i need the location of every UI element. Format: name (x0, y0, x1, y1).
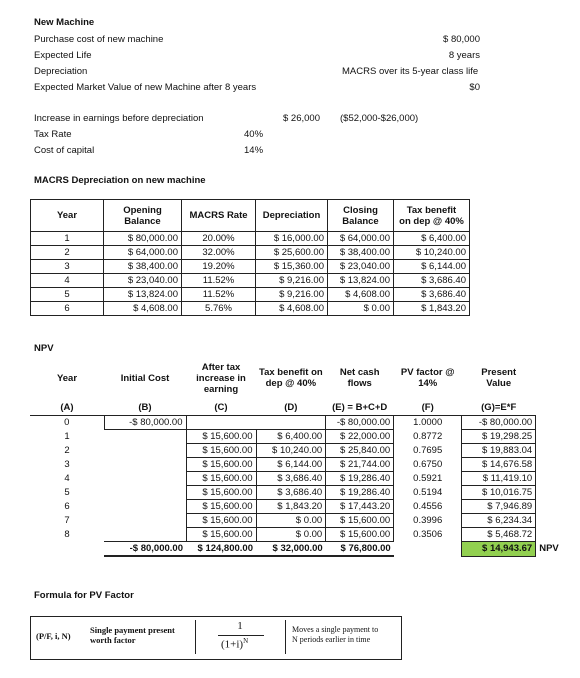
table-row (30, 485, 566, 499)
npv-header-row (30, 355, 566, 401)
npv-total-value: $ 14,943.67 (462, 541, 536, 556)
npv-cell: -$ 80,000.00 (462, 415, 536, 429)
table-row (31, 246, 470, 260)
npv-cell (104, 513, 186, 527)
macrs-cell: $ 4,608.00 (104, 302, 182, 316)
formula-denominator: $(1+i)^N$ (221, 637, 249, 651)
npv-col-initial: Initial Cost (120, 372, 170, 384)
npv-cell: 7 (64, 514, 70, 526)
macrs-cell: $ 64,000.00 (328, 232, 394, 246)
macrs-col-opening: Opening Balance (104, 200, 182, 232)
npv-cell: $ 7,946.89 (462, 499, 536, 513)
table-row (30, 527, 566, 541)
macrs-cell: $ 15,360.00 (256, 260, 328, 274)
npv-cell: 6 (64, 500, 70, 512)
npv-cell: $ 6,400.00 (256, 429, 326, 443)
npv-cell (104, 443, 186, 457)
npv-cell: $ 15,600.00 (186, 513, 256, 527)
formula-divider (285, 620, 286, 654)
total-net-cash: $ 76,800.00 (326, 541, 394, 556)
formula-title: Formula for PV Factor (34, 590, 134, 601)
npv-cell: $ 19,883.04 (462, 443, 536, 457)
earnings-increase-value: $ 26,000 (283, 113, 320, 124)
npv-cell: $ 22,000.00 (326, 429, 394, 443)
macrs-cell: $ 38,400.00 (328, 246, 394, 260)
npv-cell: 0.3996 (413, 514, 443, 526)
npv-cell: $ 5,468.72 (462, 527, 536, 541)
npv-cell (186, 415, 256, 429)
macrs-table (30, 199, 470, 316)
npv-cell: $ 1,843.20 (256, 499, 326, 513)
npv-table (30, 355, 566, 557)
npv-cell: $ 15,600.00 (186, 443, 256, 457)
npv-cell: $ 25,840.00 (326, 443, 394, 457)
macrs-cell: 32.00% (182, 246, 256, 260)
macrs-col-year: Year (31, 200, 104, 232)
table-row (31, 302, 470, 316)
macrs-cell: 11.52% (182, 274, 256, 288)
macrs-cell: 1 (31, 232, 104, 246)
macrs-cell: $ 9,216.00 (256, 288, 328, 302)
npv-cell: 5 (64, 486, 70, 498)
npv-cell: $ 15,600.00 (186, 429, 256, 443)
npv-cell: $ 21,744.00 (326, 457, 394, 471)
npv-cell: $ 15,600.00 (186, 471, 256, 485)
npv-cell: $ 3,686.40 (256, 485, 326, 499)
new-machine-title: New Machine (34, 17, 95, 28)
macrs-col-tax-benefit: Tax benefit on dep @ 40% (394, 200, 470, 232)
macrs-cell: $ 25,600.00 (256, 246, 328, 260)
npv-cell: $ 14,676.58 (462, 457, 536, 471)
npv-cell: 0.5194 (413, 486, 443, 498)
macrs-cell: 4 (31, 274, 104, 288)
macrs-cell: 6 (31, 302, 104, 316)
macrs-cell: $ 13,824.00 (328, 274, 394, 288)
npv-col-present-value: Present Value (481, 367, 517, 389)
macrs-cell: 2 (31, 246, 104, 260)
purchase-cost-value: $ 80,000 (443, 34, 480, 45)
depreciation-label: Depreciation (34, 66, 88, 77)
macrs-cell: $ 23,040.00 (104, 274, 182, 288)
macrs-title: MACRS Depreciation on new machine (34, 175, 206, 186)
macrs-cell: $ 23,040.00 (328, 260, 394, 274)
macrs-cell: $ 6,400.00 (394, 232, 470, 246)
npv-cell: 0.6750 (413, 458, 443, 470)
npv-cell: $ 19,286.40 (326, 471, 394, 485)
npv-cell: -$ 80,000.00 (326, 415, 394, 429)
npv-cell: $ 15,600.00 (186, 485, 256, 499)
npv-letter: (G)=E*F (462, 401, 536, 415)
depreciation-value: MACRS over its 5-year class life (342, 66, 479, 77)
table-row (30, 415, 566, 429)
table-row (30, 429, 566, 443)
formula-numerator: 1 (237, 620, 243, 632)
npv-cell: 4 (64, 472, 70, 484)
npv-col-pv-factor: PV factor @ 14% (400, 367, 455, 389)
macrs-cell: $ 9,216.00 (256, 274, 328, 288)
macrs-cell: 19.20% (182, 260, 256, 274)
macrs-cell: $ 38,400.00 (104, 260, 182, 274)
macrs-cell: $ 4,608.00 (256, 302, 328, 316)
tax-rate-label: Tax Rate (34, 129, 72, 140)
npv-cell: $ 10,016.75 (462, 485, 536, 499)
npv-cell: 8 (64, 528, 70, 540)
market-value-value: $0 (469, 82, 480, 93)
npv-cell: 0.3506 (413, 528, 443, 540)
npv-cell (104, 457, 186, 471)
npv-letter: (C) (186, 401, 256, 415)
macrs-cell: 20.00% (182, 232, 256, 246)
formula-description: Moves a single payment to N periods earlier in time (292, 625, 379, 644)
npv-tag: NPV (539, 543, 559, 554)
macrs-cell: $ 3,686.40 (394, 274, 470, 288)
macrs-cell: $ 10,240.00 (394, 246, 470, 260)
npv-cell (256, 415, 326, 429)
macrs-col-depreciation: Depreciation (256, 200, 328, 232)
macrs-cell: $ 0.00 (328, 302, 394, 316)
npv-cell: $ 17,443.20 (326, 499, 394, 513)
npv-letter: (E) = B+C+D (326, 401, 394, 415)
table-row (31, 274, 470, 288)
npv-col-year: Year (56, 372, 78, 384)
npv-cell: $ 15,600.00 (186, 457, 256, 471)
table-row (30, 471, 566, 485)
npv-title: NPV (34, 343, 54, 354)
expected-life-label: Expected Life (34, 50, 92, 61)
macrs-col-rate: MACRS Rate (182, 200, 256, 232)
macrs-cell: $ 6,144.00 (394, 260, 470, 274)
macrs-cell: 5.76% (182, 302, 256, 316)
formula-divider (195, 620, 196, 654)
expected-life-value: 8 years (448, 50, 480, 61)
npv-cell (104, 499, 186, 513)
npv-cell: 1.0000 (413, 416, 443, 428)
cost-of-capital-label: Cost of capital (34, 145, 95, 156)
npv-cell: $ 19,286.40 (326, 485, 394, 499)
npv-cell: $ 11,419.10 (462, 471, 536, 485)
npv-col-tax-benefit: Tax benefit on dep @ 40% (259, 367, 323, 389)
table-row (30, 443, 566, 457)
macrs-cell: $ 13,824.00 (104, 288, 182, 302)
npv-cell: 0.4556 (413, 500, 443, 512)
macrs-cell: 3 (31, 260, 104, 274)
npv-cell: $ 15,600.00 (186, 527, 256, 541)
npv-cell: $ 3,686.40 (256, 471, 326, 485)
macrs-cell: $ 1,843.20 (394, 302, 470, 316)
npv-cell (104, 527, 186, 541)
npv-cell: $ 6,144.00 (256, 457, 326, 471)
tax-rate-value: 40% (244, 129, 264, 140)
table-row (30, 513, 566, 527)
macrs-cell: 5 (31, 288, 104, 302)
earnings-increase-note: ($52,000-$26,000) (340, 113, 419, 124)
npv-letter-row (30, 401, 566, 415)
npv-cell: $ 0.00 (256, 527, 326, 541)
table-row (30, 457, 566, 471)
npv-col-after-tax: After tax increase in earning (196, 361, 246, 395)
macrs-col-closing: Closing Balance (328, 200, 394, 232)
macrs-cell: $ 64,000.00 (104, 246, 182, 260)
npv-cell: -$ 80,000.00 (104, 415, 186, 429)
npv-letter: (D) (256, 401, 326, 415)
macrs-cell: 11.52% (182, 288, 256, 302)
npv-cell: 2 (64, 444, 70, 456)
macrs-header-row (31, 200, 470, 232)
npv-cell (104, 429, 186, 443)
table-row (31, 260, 470, 274)
macrs-cell: $ 3,686.40 (394, 288, 470, 302)
total-tax-benefit: $ 32,000.00 (256, 541, 326, 556)
npv-cell (104, 485, 186, 499)
table-row (30, 499, 566, 513)
npv-cell: 0 (64, 416, 70, 428)
npv-letter: (B) (104, 401, 186, 415)
npv-cell: $ 0.00 (256, 513, 326, 527)
cost-of-capital-value: 14% (244, 145, 264, 156)
table-row (31, 288, 470, 302)
purchase-cost-label: Purchase cost of new machine (34, 34, 164, 45)
npv-cell: 3 (64, 458, 70, 470)
formula-fraction-bar (218, 635, 264, 636)
npv-cell: $ 10,240.00 (256, 443, 326, 457)
formula-name: Single payment present worth factor (90, 625, 175, 645)
macrs-cell: $ 16,000.00 (256, 232, 328, 246)
earnings-increase-label: Increase in earnings before depreciation (34, 113, 204, 124)
npv-cell: $ 6,234.34 (462, 513, 536, 527)
npv-cell: $ 19,298.25 (462, 429, 536, 443)
npv-cell: $ 15,600.00 (326, 513, 394, 527)
npv-letter: (A) (30, 401, 104, 415)
npv-letter: (F) (394, 401, 462, 415)
formula-symbol: (P/F, i, N) (36, 631, 71, 641)
npv-cell: 0.7695 (413, 444, 443, 456)
npv-totals-row (30, 541, 566, 556)
npv-cell: 0.8772 (413, 430, 443, 442)
npv-col-net-cash: Net cash flows (339, 367, 380, 389)
market-value-label: Expected Market Value of new Machine after 8 years (34, 82, 257, 93)
npv-cell: $ 15,600.00 (186, 499, 256, 513)
macrs-cell: $ 4,608.00 (328, 288, 394, 302)
npv-cell: 1 (64, 430, 70, 442)
table-row (31, 232, 470, 246)
total-initial-cost: -$ 80,000.00 (104, 541, 186, 556)
npv-cell (104, 471, 186, 485)
total-after-tax: $ 124,800.00 (186, 541, 256, 556)
npv-cell: $ 15,600.00 (326, 527, 394, 541)
macrs-cell: $ 80,000.00 (104, 232, 182, 246)
npv-cell: 0.5921 (413, 472, 443, 484)
